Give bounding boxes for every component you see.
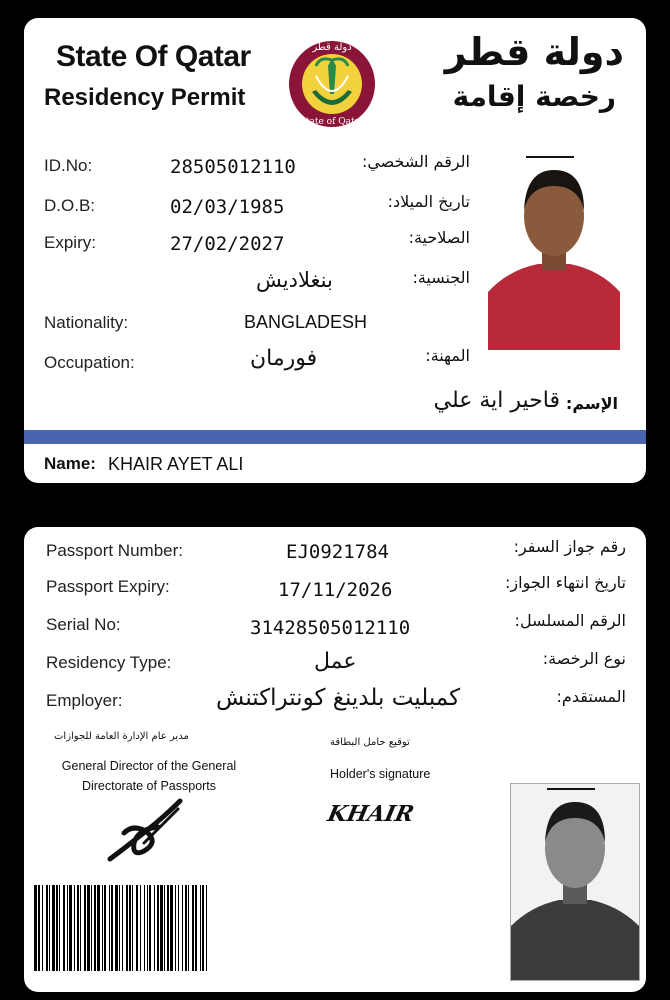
employer-label-ar: المستقدم: bbox=[556, 687, 626, 706]
director-signature bbox=[104, 793, 204, 873]
occupation-label: Occupation: bbox=[44, 353, 135, 372]
expiry-value: 27/02/2027 bbox=[170, 233, 285, 255]
passport-expiry-label: Passport Expiry: bbox=[46, 577, 170, 596]
nationality-label: Nationality: bbox=[44, 313, 129, 332]
passport-number-label-ar: رقم جواز السفر: bbox=[513, 537, 626, 556]
expiry-label: Expiry: bbox=[44, 233, 96, 252]
serial-label: Serial No: bbox=[46, 615, 121, 634]
director-label-en-2: Directorate of Passports bbox=[81, 779, 217, 793]
passport-number-label: Passport Number: bbox=[46, 541, 183, 560]
name-label: Name: bbox=[44, 454, 96, 473]
title-ar-permit: رخصة إقامة bbox=[452, 80, 616, 113]
nationality-value-ar: بنغلاديش bbox=[256, 268, 333, 292]
passport-expiry-value: 17/11/2026 bbox=[278, 579, 393, 601]
title-ar-state: دولة قطر bbox=[444, 30, 624, 74]
residency-type-label-ar: نوع الرخصة: bbox=[542, 649, 626, 668]
residency-type-value-ar: عمل bbox=[314, 649, 357, 674]
director-label-ar: مدير عام الإدارة العامة للجوازات bbox=[54, 731, 189, 742]
nationality-label-ar: الجنسية: bbox=[412, 268, 470, 287]
passport-number-value: EJ0921784 bbox=[286, 541, 389, 563]
residency-type-label: Residency Type: bbox=[46, 653, 172, 672]
serial-value: 31428505012110 bbox=[250, 617, 411, 639]
title-en-state: State Of Qatar bbox=[56, 40, 251, 73]
serial-label-ar: الرقم المسلسل: bbox=[514, 611, 626, 630]
dob-label-ar: تاريخ الميلاد: bbox=[387, 192, 470, 211]
holder-sig-label-ar: توقيع حامل البطاقة bbox=[330, 737, 410, 748]
name-label-ar: الإسم: bbox=[565, 394, 618, 413]
director-label-en-1: General Director of the General bbox=[61, 759, 237, 773]
id-label-ar: الرقم الشخصي: bbox=[361, 152, 470, 171]
name-value: KHAIR AYET ALI bbox=[108, 454, 244, 474]
emblem-text-en: State of Qatar bbox=[299, 117, 365, 127]
occupation-label-ar: المهنة: bbox=[425, 346, 470, 365]
residency-card-front bbox=[24, 18, 646, 483]
nationality-value: BANGLADESH bbox=[244, 312, 368, 332]
dob-label: D.O.B: bbox=[44, 196, 96, 215]
occupation-value-ar: فورمان bbox=[250, 346, 318, 371]
barcode bbox=[34, 885, 378, 971]
id-value: 28505012110 bbox=[170, 156, 296, 178]
blue-band bbox=[24, 430, 646, 444]
qatar-emblem-icon bbox=[286, 26, 378, 138]
holder-sig-label-en: Holder's signature bbox=[330, 767, 431, 781]
emblem-text-ar: دولة قطر bbox=[312, 42, 352, 53]
id-label: ID.No: bbox=[44, 156, 93, 175]
dob-value: 02/03/1985 bbox=[170, 196, 285, 218]
expiry-label-ar: الصلاحية: bbox=[408, 228, 470, 247]
passport-expiry-label-ar: تاريخ انتهاء الجواز: bbox=[505, 573, 626, 592]
employer-value-ar: كمبليت بلدينغ كونتراكتنش bbox=[216, 685, 461, 711]
holder-signature: KHAIR bbox=[325, 801, 417, 827]
employer-label: Employer: bbox=[46, 691, 123, 710]
holder-photo bbox=[488, 152, 620, 350]
name-value-ar: قاحير اية علي bbox=[433, 388, 560, 413]
title-en-permit: Residency Permit bbox=[44, 84, 246, 111]
holder-photo-back bbox=[510, 783, 640, 981]
residency-card-back bbox=[24, 527, 646, 992]
